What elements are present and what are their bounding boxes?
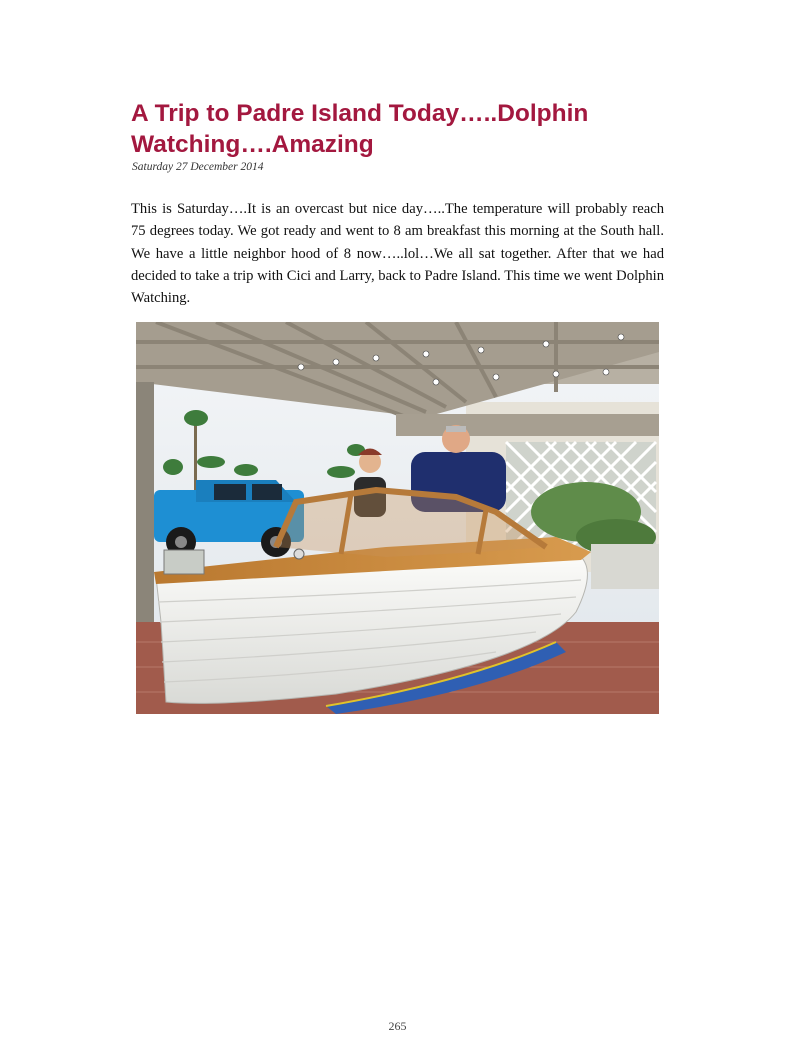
post-body: This is Saturday….It is an overcast but nice day…..The temperature will probably reach 75 degrees today. We got ready and went to 8 am breakfast this morning at the South hall. We have a little neighbor hood of 8 now…..lol…We all sat together. After that we had decided to take a trip with Cici and Larry, back to Padre Island. This time we went Dolphin Watching. xyxy=(131,201,664,307)
post-title: A Trip to Padre Island Today…..Dolphin Watching….Amazing xyxy=(131,100,589,158)
page-number: 265 xyxy=(388,1019,407,1033)
post-date: Saturday 27 December 2014 xyxy=(132,161,264,173)
boat-photo xyxy=(136,322,659,714)
